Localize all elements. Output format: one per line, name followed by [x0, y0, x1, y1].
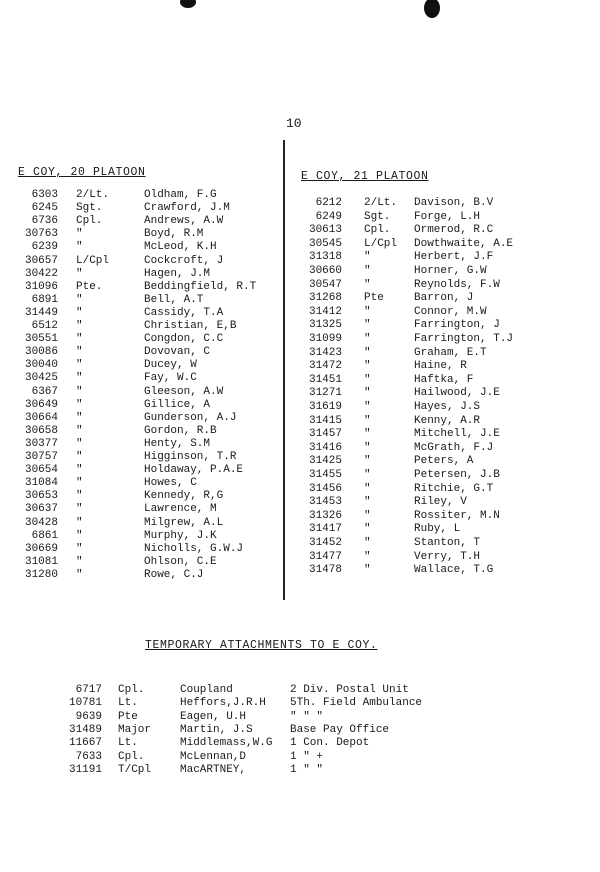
platoon-21-name: Ruby, L — [414, 523, 461, 536]
attachment-rank: Pte — [118, 710, 138, 723]
platoon-21-rank: " — [364, 333, 371, 345]
platoon-20-service-number: 6891 — [31, 293, 58, 306]
platoon-21-rank: " — [364, 360, 371, 373]
platoon-20-service-number: 30654 — [24, 464, 58, 477]
platoon-20-service-number: 6303 — [31, 189, 58, 201]
platoon-21-service-number: 31477 — [308, 550, 342, 563]
attachments-heading: TEMPORARY ATTACHMENTS TO E COY. — [145, 639, 378, 652]
platoon-21-rank: " — [364, 251, 371, 264]
platoon-21-name: Rossiter, M.N — [414, 509, 500, 522]
platoon-21-rank: " — [364, 305, 371, 318]
platoon-20-service-number: 30428 — [24, 516, 58, 529]
platoon-20-name: Hagen, J.M — [144, 267, 211, 280]
platoon-21-service-number: 31425 — [308, 455, 342, 468]
platoon-21-name: Stanton, T — [414, 537, 481, 549]
platoon-20-service-number: 30425 — [24, 372, 58, 385]
platoon-20-service-number: 31084 — [24, 477, 58, 490]
attachment-name: MacARTNEY, — [180, 763, 247, 776]
platoon-21-name: Farrington, J — [414, 319, 500, 332]
platoon-20-service-number: 30040 — [24, 359, 58, 372]
platoon-21-service-number: 31417 — [308, 523, 342, 536]
platoon-20-service-number: 30422 — [24, 267, 58, 280]
attachment-name: Martin, J.S — [180, 723, 253, 736]
platoon-21-name: Graham, E.T — [414, 346, 487, 359]
platoon-20-name: Crawford, J.M — [144, 202, 230, 215]
platoon-21-name: McGrath, F.J — [414, 441, 494, 454]
platoon-21-service-number: 31415 — [308, 414, 342, 427]
platoon-20-service-number: 30757 — [24, 451, 58, 463]
platoon-20-service-number: 30653 — [24, 490, 58, 503]
platoon-20-name: Howes, C — [144, 477, 197, 490]
platoon-20-service-number: 6367 — [31, 385, 58, 398]
platoon-20-name: Congdon, C.C — [144, 333, 224, 346]
attachment-unit: " " " — [290, 710, 324, 723]
platoon-20-name: Kennedy, R,G — [144, 490, 224, 503]
attachment-rank: Lt. — [118, 697, 138, 710]
attachment-service-number: 31489 — [68, 723, 102, 736]
column-divider — [283, 140, 285, 600]
platoon-20-service-number: 30637 — [24, 503, 58, 516]
platoon-21-name: Connor, M.W — [414, 305, 487, 318]
platoon-20-rank: 2/Lt. — [76, 189, 110, 201]
platoon-21-service-number: 31268 — [308, 292, 342, 305]
platoon-20-rank: L/Cpl — [76, 254, 110, 267]
platoon-21-rank: 2/Lt. — [364, 197, 398, 209]
platoon-21-service-number: 6212 — [315, 197, 342, 209]
platoon-21-rank: " — [364, 387, 371, 400]
platoon-20-rank: " — [76, 464, 83, 477]
platoon-21-rank: " — [364, 441, 371, 454]
platoon-21-name: Horner, G.W — [414, 265, 487, 277]
platoon-21-rank: " — [364, 346, 371, 359]
platoon-21-name: Mitchell, J.E — [414, 428, 500, 441]
platoon-20-rank: " — [76, 241, 83, 254]
platoon-21-service-number: 31452 — [308, 537, 342, 549]
platoon-21-rank: " — [364, 428, 371, 441]
attachment-unit: 1 " + — [290, 750, 324, 763]
platoon-20-rank: " — [76, 424, 83, 437]
platoon-21-name: Riley, V — [414, 496, 467, 509]
platoon-20-name: Holdaway, P.A.E — [144, 464, 244, 477]
platoon-21-rank: " — [364, 537, 371, 549]
platoon-21-name: Haftka, F — [414, 373, 474, 386]
platoon-21-name: Reynolds, F.W — [414, 278, 500, 291]
platoon-21-rank: " — [364, 482, 371, 495]
platoon-20-service-number: 30657 — [24, 254, 58, 267]
platoon-20-rank: Sgt. — [76, 202, 103, 215]
platoon-20-service-number: 6736 — [31, 215, 58, 228]
platoon-20-service-number: 30086 — [24, 346, 58, 359]
platoon-20-service-number: 31280 — [24, 568, 58, 581]
platoon-20-name: Fay, W.C — [144, 372, 197, 385]
platoon-21-name: Petersen, J.B — [414, 469, 500, 481]
platoon-20-name: Henty, S.M — [144, 437, 211, 450]
platoon-20-name: Milgrew, A.L — [144, 516, 224, 529]
platoon-21-rank: " — [364, 319, 371, 332]
platoon-21-name: Herbert, J.F — [414, 251, 494, 264]
attachment-unit: 1 " " — [290, 763, 324, 776]
page-number: 10 — [286, 116, 302, 131]
platoon-21-rank: " — [364, 414, 371, 427]
platoon-21-name: Peters, A — [414, 455, 474, 468]
attachment-service-number: 11667 — [68, 737, 102, 750]
platoon-21-service-number: 31099 — [308, 333, 342, 345]
platoon-21-service-number: 31416 — [308, 441, 342, 454]
platoon-21-rank: " — [364, 496, 371, 509]
platoon-20-name: McLeod, K.H — [144, 241, 217, 254]
platoon-20-rank: " — [76, 411, 83, 424]
platoon-20-rank: " — [76, 542, 83, 555]
platoon-20-name: Murphy, J.K — [144, 529, 217, 542]
platoon-21-rank: " — [364, 509, 371, 522]
attachment-unit: 5Th. Field Ambulance — [290, 697, 423, 710]
platoon-20-service-number: 30658 — [24, 424, 58, 437]
platoon-21-name: Hayes, J.S — [414, 401, 481, 413]
platoon-20-rank: " — [76, 437, 83, 450]
platoon-21-rank: " — [364, 265, 371, 277]
attachment-service-number: 6717 — [75, 684, 102, 696]
platoon-21-name: Farrington, T.J — [414, 333, 514, 345]
attachment-service-number: 31191 — [68, 763, 102, 776]
platoon-21-service-number: 31455 — [308, 469, 342, 481]
platoon-20-rank: " — [76, 372, 83, 385]
platoon-20-service-number: 30763 — [24, 228, 58, 241]
platoon-20-service-number: 31096 — [24, 280, 58, 293]
attachment-rank: T/Cpl — [118, 763, 152, 776]
platoon-21-name: Hailwood, J.E — [414, 387, 500, 400]
platoon-21-service-number: 31457 — [308, 428, 342, 441]
platoon-21-name: Davison, B.V — [414, 197, 494, 209]
platoon-21-rank: " — [364, 373, 371, 386]
platoon-20-name: Ohlson, C.E — [144, 555, 217, 568]
platoon-20-rank: " — [76, 490, 83, 503]
attachment-rank: Cpl. — [118, 750, 145, 763]
platoon-21-service-number: 31271 — [308, 387, 342, 400]
attachment-service-number: 7633 — [75, 750, 102, 763]
platoon-20-rank: " — [76, 385, 83, 398]
platoon-20-name: Andrews, A.W — [144, 215, 224, 228]
attachment-unit: 2 Div. Postal Unit — [290, 684, 409, 696]
attachment-rank: Cpl. — [118, 684, 145, 696]
platoon-20-name: Nicholls, G.W.J — [144, 542, 244, 555]
platoon-20-rank: Cpl. — [76, 215, 103, 228]
platoon-21-service-number: 6249 — [315, 210, 342, 223]
platoon-21-service-number: 30545 — [308, 237, 342, 250]
platoon-21-service-number: 30613 — [308, 224, 342, 237]
platoon-20-rank: Pte. — [76, 280, 103, 293]
platoon-20-name: Christian, E,B — [144, 320, 237, 332]
platoon-21-name: Forge, L.H — [414, 210, 481, 223]
platoon-21-name: Ormerod, R.C — [414, 224, 494, 237]
ink-blot-top-center — [180, 0, 196, 8]
platoon-21-rank: " — [364, 469, 371, 481]
platoon-20-name: Oldham, F.G — [144, 189, 217, 201]
platoon-20-rank: " — [76, 568, 83, 581]
platoon-20-name: Boyd, R.M — [144, 228, 204, 241]
platoon-21-rank: Pte — [364, 292, 384, 305]
attachment-name: Heffors,J.R.H — [180, 697, 266, 710]
platoon-20-rank: " — [76, 555, 83, 568]
platoon-20-heading: E COY, 20 PLATOON — [18, 166, 146, 179]
platoon-21-rank: " — [364, 401, 371, 413]
platoon-21-service-number: 31326 — [308, 509, 342, 522]
platoon-21-rank: Sgt. — [364, 210, 391, 223]
platoon-21-rank: " — [364, 278, 371, 291]
platoon-20-rank: " — [76, 516, 83, 529]
platoon-20-name: Gillice, A — [144, 398, 211, 411]
platoon-20-name: Cockcroft, J — [144, 254, 224, 267]
platoon-21-rank: " — [364, 564, 371, 577]
attachment-unit: Base Pay Office — [290, 723, 390, 736]
platoon-20-rank: " — [76, 293, 83, 306]
platoon-20-service-number: 30664 — [24, 411, 58, 424]
platoon-20-service-number: 31081 — [24, 555, 58, 568]
platoon-20-name: Higginson, T.R — [144, 451, 237, 463]
platoon-20-name: Gordon, R.B — [144, 424, 217, 437]
platoon-21-service-number: 31619 — [308, 401, 342, 413]
attachment-rank: Lt. — [118, 737, 138, 750]
platoon-20-name: Lawrence, M — [144, 503, 217, 516]
platoon-20-rank: " — [76, 529, 83, 542]
attachment-name: Middlemass,W.G — [180, 737, 273, 750]
platoon-20-name: Dovovan, C — [144, 346, 211, 359]
platoon-21-service-number: 31456 — [308, 482, 342, 495]
platoon-21-service-number: 30660 — [308, 265, 342, 277]
ink-blot-top-right — [424, 0, 440, 18]
platoon-20-service-number: 30551 — [24, 333, 58, 346]
platoon-21-service-number: 31453 — [308, 496, 342, 509]
platoon-21-service-number: 31318 — [308, 251, 342, 264]
platoon-20-service-number: 6861 — [31, 529, 58, 542]
platoon-20-rank: " — [76, 306, 83, 319]
platoon-21-service-number: 31325 — [308, 319, 342, 332]
platoon-20-rank: " — [76, 267, 83, 280]
platoon-21-name: Dowthwaite, A.E — [414, 237, 514, 250]
platoon-20-service-number: 6239 — [31, 241, 58, 254]
platoon-20-rank: " — [76, 333, 83, 346]
platoon-20-rank: " — [76, 503, 83, 516]
platoon-20-service-number: 30377 — [24, 437, 58, 450]
platoon-21-name: Haine, R — [414, 360, 467, 373]
platoon-21-rank: " — [364, 455, 371, 468]
platoon-20-rank: " — [76, 477, 83, 490]
attachment-name: Coupland — [180, 684, 233, 696]
platoon-20-service-number: 30669 — [24, 542, 58, 555]
attachment-rank: Major — [118, 723, 152, 736]
platoon-21-service-number: 31478 — [308, 564, 342, 577]
platoon-20-rank: " — [76, 451, 83, 463]
attachment-service-number: 9639 — [75, 710, 102, 723]
platoon-20-name: Cassidy, T.A — [144, 306, 224, 319]
platoon-21-heading: E COY, 21 PLATOON — [301, 170, 429, 183]
platoon-21-rank: " — [364, 523, 371, 536]
attachment-name: McLennan,D — [180, 750, 247, 763]
platoon-21-name: Kenny, A.R — [414, 414, 481, 427]
platoon-21-service-number: 30547 — [308, 278, 342, 291]
platoon-21-service-number: 31472 — [308, 360, 342, 373]
attachment-unit: 1 Con. Depot — [290, 737, 370, 750]
platoon-21-name: Ritchie, G.T — [414, 482, 494, 495]
platoon-20-name: Gunderson, A.J — [144, 411, 237, 424]
platoon-21-rank: Cpl. — [364, 224, 391, 237]
platoon-20-rank: " — [76, 320, 83, 332]
platoon-20-rank: " — [76, 398, 83, 411]
platoon-21-name: Barron, J — [414, 292, 474, 305]
platoon-21-rank: L/Cpl — [364, 237, 398, 250]
platoon-20-name: Bell, A.T — [144, 293, 204, 306]
platoon-20-rank: " — [76, 228, 83, 241]
platoon-20-name: Ducey, W — [144, 359, 197, 372]
attachment-service-number: 10781 — [68, 697, 102, 710]
platoon-20-service-number: 6245 — [31, 202, 58, 215]
platoon-21-service-number: 31423 — [308, 346, 342, 359]
platoon-21-name: Verry, T.H — [414, 550, 481, 563]
platoon-20-rank: " — [76, 346, 83, 359]
platoon-20-name: Gleeson, A.W — [144, 385, 224, 398]
platoon-21-service-number: 31412 — [308, 305, 342, 318]
platoon-20-rank: " — [76, 359, 83, 372]
platoon-20-name: Beddingfield, R.T — [144, 280, 257, 293]
platoon-20-service-number: 6512 — [31, 320, 58, 332]
platoon-21-name: Wallace, T.G — [414, 564, 494, 577]
platoon-20-service-number: 30649 — [24, 398, 58, 411]
platoon-21-rank: " — [364, 550, 371, 563]
platoon-20-name: Rowe, C.J — [144, 568, 204, 581]
platoon-21-service-number: 31451 — [308, 373, 342, 386]
attachment-name: Eagen, U.H — [180, 710, 247, 723]
platoon-20-service-number: 31449 — [24, 306, 58, 319]
